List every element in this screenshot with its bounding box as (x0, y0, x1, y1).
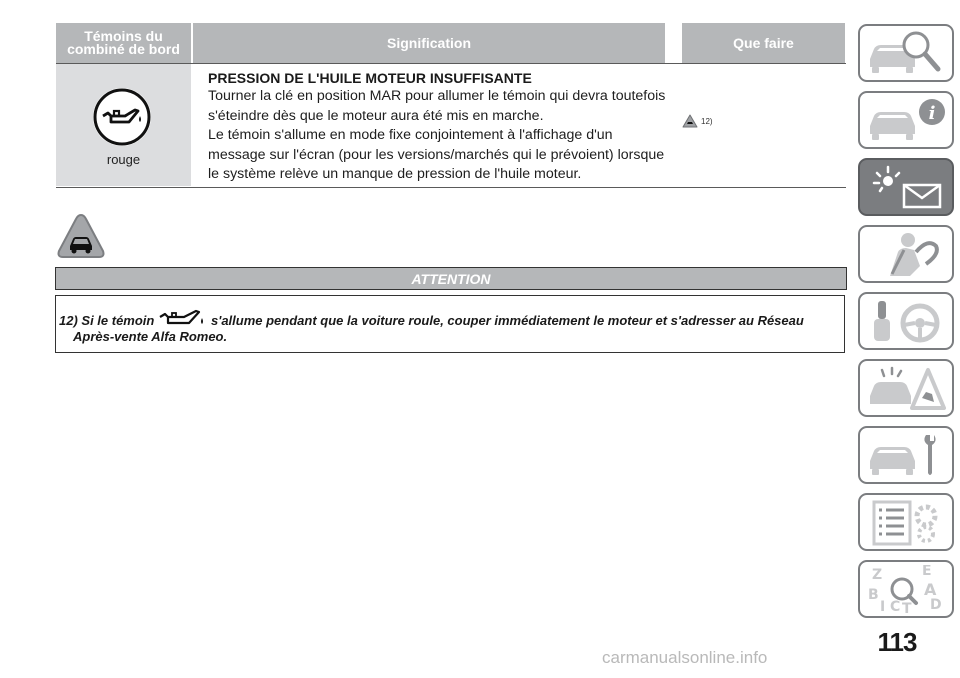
attention-note-text: s'allume pendant que la voiture roule, couper immédiatement le moteur et s'adresser au Réseau (211, 313, 804, 328)
signification-paragraph-2: Le témoin s'allume en mode fixe conjointement à l'affichage d'un message sur l'écran (pour les versions/marchés qui le prévoient) lorsque le système relève un manque de pression de l'huile moteur. (208, 127, 665, 182)
header-que-faire-label: Que faire (733, 34, 794, 51)
alphabetical-index-icon (864, 565, 948, 613)
indicator-color-label: rouge (106, 152, 141, 167)
car-info-icon (864, 96, 948, 144)
key-steering-wheel-icon (864, 297, 948, 345)
oil-pressure-icon (91, 86, 153, 148)
header-que-faire (682, 23, 845, 63)
signification-title: PRESSION DE L'HUILE MOTEUR INSUFFISANTE (208, 70, 532, 86)
warning-light-message-icon (864, 163, 948, 211)
index-letter-b: B (868, 587, 879, 603)
warning-triangle-small-icon (682, 114, 698, 128)
index-letter-d: D (930, 597, 942, 613)
car-emergency-icon (864, 364, 948, 412)
index-letter-e: E (922, 565, 932, 579)
car-search-icon (864, 29, 948, 77)
nav-tab-starting-driving[interactable] (858, 292, 954, 350)
index-letter-a: A (924, 580, 937, 599)
index-letter-i: I (880, 599, 886, 613)
car-maintenance-icon (864, 431, 948, 479)
airbag-seatbelt-icon (864, 230, 948, 278)
signification-text (208, 87, 668, 185)
attention-note-line2: Après-vente Alfa Romeo. (73, 329, 228, 344)
header-temoins-label: Témoins du combiné de bord (67, 28, 180, 57)
index-letter-z: Z (872, 567, 883, 583)
nav-tab-technical-data[interactable] (858, 493, 954, 551)
technical-data-icon (864, 498, 948, 546)
index-letter-c: C (890, 599, 901, 613)
nav-tab-car-info[interactable] (858, 91, 954, 149)
attention-triangle-icon (56, 212, 106, 260)
que-faire-reference[interactable]: 12) (701, 117, 713, 126)
header-signification-label: Signification (387, 34, 471, 51)
nav-tab-emergency[interactable] (858, 359, 954, 417)
attention-note-prefix: 12) Si le témoin (59, 313, 155, 328)
nav-tab-car-search[interactable] (858, 24, 954, 82)
page-number: 113 (877, 627, 917, 657)
header-signification (193, 23, 665, 63)
attention-title: ATTENTION (411, 270, 491, 287)
attention-header (55, 267, 847, 290)
watermark: carmanualsonline.info (602, 648, 768, 667)
oil-pressure-inline-icon (156, 307, 208, 327)
nav-tab-maintenance[interactable] (858, 426, 954, 484)
row-top-divider (56, 63, 846, 64)
nav-tab-index[interactable] (858, 560, 954, 618)
index-letter-t: T (902, 601, 912, 613)
nav-tab-safety[interactable] (858, 225, 954, 283)
signification-paragraph-1: Tourner la clé en position MAR pour allumer le témoin qui devra toutefois s'éteindre dès que le moteur aura été mis en marche. (208, 88, 666, 124)
svg-text:i: i (928, 103, 936, 124)
row-bottom-divider (56, 187, 846, 188)
nav-tab-warning-lights[interactable] (858, 158, 954, 216)
header-temoins (56, 23, 191, 63)
